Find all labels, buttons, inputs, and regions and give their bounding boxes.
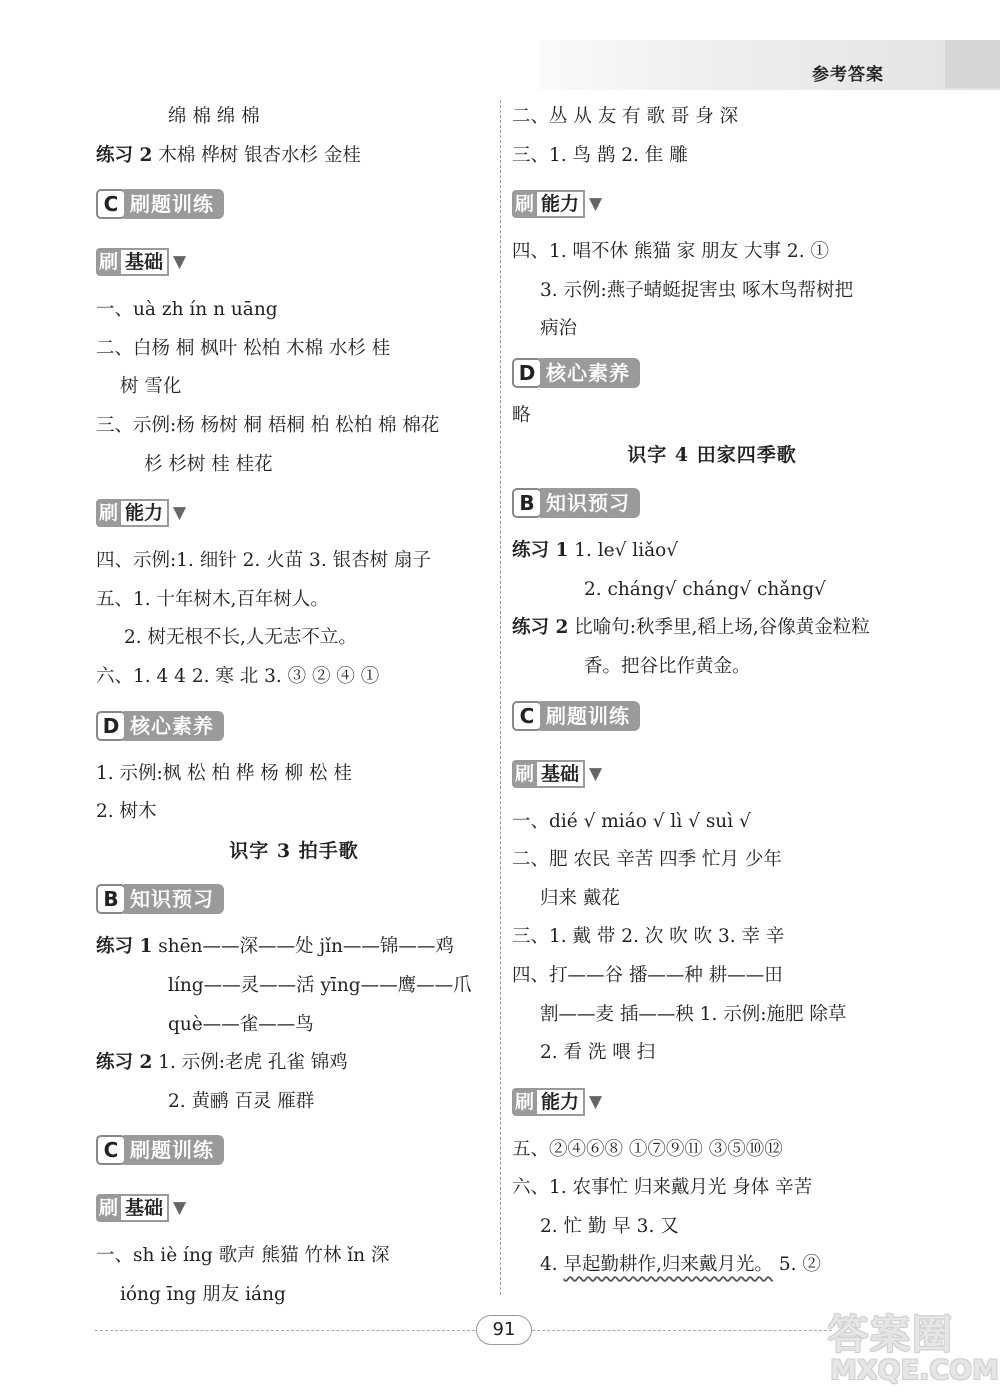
answer-line: 一、uà zh ín n uāng — [96, 299, 278, 321]
answer-text: 4. — [540, 1254, 564, 1276]
badge-text: 知识预习 — [124, 884, 224, 914]
triangle-down-icon: ▼ — [173, 252, 187, 273]
answer-line: 三、1. 戴 带 2. 次 吹 吹 3. 幸 辛 — [512, 926, 785, 948]
exercise-label: 练习 2 — [96, 144, 153, 166]
answer-line: 四、示例:1. 细针 2. 火苗 3. 银杏树 扇子 — [96, 550, 431, 572]
answer-line: 二、肥 农民 辛苦 四季 忙月 少年 — [512, 849, 782, 871]
answer-line: 六、1. 4 4 2. 寒 北 3. ③ ② ④ ① — [96, 665, 380, 687]
badge-letter: C — [96, 189, 126, 219]
section-badge-c — [96, 189, 224, 219]
answer-line: 五、1. 十年树木,百年树人。 — [96, 588, 329, 610]
answer-line: 2. 忙 勤 早 3. 又 — [540, 1215, 679, 1237]
answer-line: 四、1. 唱不休 熊猫 家 朋友 大事 2. ① — [512, 241, 829, 263]
answer-line: 二、白杨 桐 枫叶 松柏 木棉 水杉 桂 — [96, 337, 391, 359]
answer-line: 2. 看 洗 喂 扫 — [540, 1042, 656, 1064]
header-decoration — [945, 40, 1000, 88]
badge-text: 刷题训练 — [124, 189, 224, 219]
answer-line: 病治 — [540, 318, 578, 340]
answer-line: 归来 戴花 — [540, 887, 620, 909]
tag-first-char: 刷 — [512, 1088, 537, 1116]
footer-dashed-line — [95, 1330, 475, 1331]
answer-line — [96, 928, 492, 967]
badge-text: 核心素养 — [124, 711, 224, 741]
subsection-tag-jichu — [96, 1194, 186, 1222]
answer-line: 三、示例:杨 杨树 桐 梧桐 柏 松柏 棉 棉花 — [96, 414, 440, 436]
section-badge-row — [96, 870, 492, 928]
section-badge-c — [512, 701, 640, 731]
tag-rest: 基础 — [537, 760, 585, 788]
answer-text: 1. le√ liǎo√ — [568, 540, 679, 562]
answer-line: 2. 树无根不长,人无志不立。 — [124, 627, 357, 649]
answer-line: 二、丛 从 友 有 歌 哥 身 深 — [512, 106, 739, 127]
answer-line — [96, 137, 492, 176]
answer-line: 六、1. 农事忙 归来戴月光 身体 辛苦 — [512, 1177, 813, 1199]
tag-first-char: 刷 — [96, 248, 121, 276]
section-badge-b — [96, 884, 224, 914]
badge-letter: B — [96, 884, 126, 914]
answer-line — [96, 1044, 492, 1083]
answer-line: 树 雪化 — [120, 376, 182, 398]
answer-text: shēn——深——处 jǐn——锦——鸡 — [152, 936, 454, 958]
site-watermark — [828, 1303, 998, 1395]
answer-line: 绵 棉 绵 棉 — [168, 106, 260, 127]
tag-first-char: 刷 — [512, 190, 537, 218]
page-header-title: 参考答案 — [812, 65, 884, 85]
underlined-answer: 早起勤耕作,归来戴月光。 — [563, 1254, 773, 1276]
triangle-down-icon: ▼ — [589, 194, 603, 215]
exercise-label: 练习 2 — [512, 617, 569, 639]
tag-rest: 能力 — [537, 1088, 585, 1116]
section-badge-b — [512, 488, 640, 518]
subsection-tag-jichu — [96, 248, 186, 276]
footer-dashed-line — [532, 1330, 832, 1331]
section-badge-row — [96, 175, 492, 233]
answer-line: 1. 示例:枫 松 柏 桦 杨 柳 松 桂 — [96, 762, 352, 784]
triangle-down-icon: ▼ — [589, 763, 603, 784]
answer-line: 香。把谷比作黄金。 — [584, 655, 751, 677]
answer-line: 略 — [512, 404, 531, 426]
tag-first-char: 刷 — [96, 1194, 121, 1222]
tag-rest: 基础 — [121, 248, 169, 276]
tag-first-char: 刷 — [512, 760, 537, 788]
left-column — [96, 98, 492, 1314]
subsection-tag-nengli — [512, 190, 602, 218]
badge-letter: C — [96, 1135, 126, 1165]
badge-letter: D — [96, 711, 126, 741]
answer-text: 1. 示例:老虎 孔雀 锦鸡 — [152, 1052, 348, 1074]
triangle-down-icon: ▼ — [589, 1091, 603, 1112]
watermark-logo-text: 答案圈 — [828, 1312, 954, 1358]
section-title: 识字 3 拍手歌 — [229, 839, 359, 862]
answer-line: 割——麦 插——秧 1. 示例:施肥 除草 — [540, 1003, 847, 1025]
section-badge-row — [512, 349, 912, 397]
subsection-tag-row — [512, 175, 912, 233]
exercise-label: 练习 1 — [96, 936, 153, 958]
badge-letter: B — [512, 488, 542, 518]
subsection-tag-row — [96, 1179, 492, 1237]
answer-line: 2. 黄鹂 百灵 雁群 — [168, 1090, 315, 1112]
subsection-tag-nengli — [512, 1088, 602, 1116]
tag-rest: 能力 — [537, 190, 585, 218]
tag-rest: 基础 — [121, 1194, 169, 1222]
section-title: 识字 4 田家四季歌 — [627, 443, 797, 466]
answer-text: 木棉 桦树 银杏水杉 金桂 — [152, 144, 361, 166]
section-badge-row — [512, 687, 912, 745]
answer-line: 五、②④⑥⑧ ①⑦⑨⑪ ③⑤⑩⑫ — [512, 1138, 783, 1160]
section-badge-d — [512, 358, 640, 388]
tag-first-char: 刷 — [96, 499, 121, 527]
subsection-tag-row — [512, 1073, 912, 1131]
badge-text: 刷题训练 — [540, 701, 640, 731]
subsection-tag-jichu — [512, 760, 602, 788]
answer-line — [512, 1246, 912, 1285]
page-number: 91 — [476, 1315, 532, 1345]
answer-text: 5. ② — [772, 1254, 821, 1276]
subsection-tag-row — [96, 233, 492, 291]
answer-line: què——雀——鸟 — [168, 1013, 314, 1035]
answer-line — [512, 609, 912, 648]
answer-line: ióng īng 朋友 iáng — [120, 1283, 286, 1305]
section-badge-row — [96, 1121, 492, 1179]
answer-line: 三、1. 鸟 鹊 2. 隹 雕 — [512, 144, 688, 166]
answer-line: 四、打——谷 播——种 耕——田 — [512, 964, 783, 986]
section-badge-c — [96, 1135, 224, 1165]
badge-letter: D — [512, 358, 542, 388]
exercise-label: 练习 1 — [512, 540, 569, 562]
answer-line: líng——灵——活 yīng——鹰——爪 — [168, 974, 472, 996]
section-badge-row — [96, 697, 492, 755]
answer-line: 一、sh iè íng 歌声 熊猫 竹林 ǐn 深 — [96, 1245, 390, 1267]
section-badge-d — [96, 711, 224, 741]
answer-text: 比喻句:秋季里,稻上场,谷像黄金粒粒 — [568, 617, 870, 639]
section-badge-row — [512, 474, 912, 532]
badge-text: 知识预习 — [540, 488, 640, 518]
answer-line: 2. cháng√ cháng√ chǎng√ — [584, 578, 826, 600]
right-column — [512, 98, 912, 1285]
answer-line: 杉 杉树 桂 桂花 — [144, 453, 273, 475]
triangle-down-icon: ▼ — [173, 503, 187, 524]
subsection-tag-row — [512, 745, 912, 803]
header-band — [540, 40, 1000, 90]
triangle-down-icon: ▼ — [173, 1198, 187, 1219]
column-divider — [500, 100, 501, 1295]
badge-text: 刷题训练 — [124, 1135, 224, 1165]
answer-line: 3. 示例:燕子蜻蜓捉害虫 啄木鸟帮树把 — [540, 279, 854, 301]
answer-line: 2. 树木 — [96, 801, 157, 823]
answer-line: 一、dié √ miáo √ lì √ suì √ — [512, 810, 751, 832]
badge-letter: C — [512, 701, 542, 731]
watermark-domain: MXQE.COM — [830, 1355, 999, 1386]
answer-line — [512, 532, 912, 571]
tag-rest: 能力 — [121, 499, 169, 527]
badge-text: 核心素养 — [540, 358, 640, 388]
subsection-tag-nengli — [96, 499, 186, 527]
subsection-tag-row — [96, 484, 492, 542]
exercise-label: 练习 2 — [96, 1052, 153, 1074]
